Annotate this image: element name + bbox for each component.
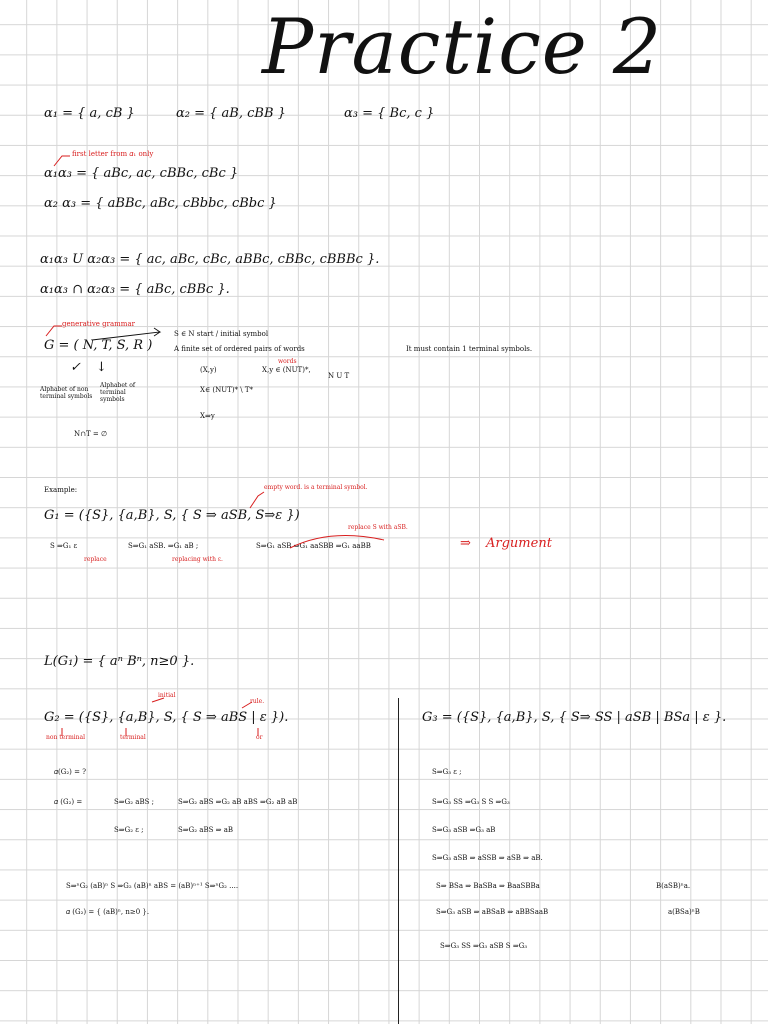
check-mark: ✓ — [70, 360, 81, 375]
language-3: 𝛼₃ = { Bc, c } — [344, 106, 435, 121]
words-note: words — [278, 358, 297, 365]
g2-derivation-4: S⇒G₂ aBS ⇒ aB — [178, 826, 234, 834]
start-note: S ∈ N start / initial symbol — [174, 330, 269, 338]
grammar-note: generative grammar — [62, 320, 135, 328]
down-arrow: ↓ — [96, 360, 107, 375]
alphabet-nonterminal: Alphabet of non terminal symbols — [40, 386, 93, 400]
rules-note: A finite set of ordered pairs of words — [174, 345, 305, 353]
empty-word-note: empty word. is a terminal symbol. — [264, 484, 368, 491]
derivation-g1-2: S⇒G₁ aSB. ⇒G₁ aB ; — [128, 542, 199, 550]
language-1: 𝛼₁ = { a, cB } — [44, 106, 135, 121]
g3-derivation-5: S⇒ BSa ⇒ BaSBa ⇒ BaaSBBa — [436, 882, 540, 890]
must-contain-note: It must contain 1 terminal symbols. — [406, 345, 533, 353]
replace-label: replace — [84, 556, 107, 563]
replace-note: replace S with aSB. — [348, 524, 408, 531]
language-2: 𝛼₂ = { aB, cBB } — [176, 106, 286, 121]
xy-pair: (X,y) — [200, 366, 217, 374]
xy-membership: X,y ∈ (NUT)*, — [262, 366, 311, 374]
union-line: 𝛼₁𝛼₃ U 𝛼₂𝛼₃ = { ac, aBc, cBc, aBBc, cBBc, cBBBc }. — [40, 252, 380, 267]
grammar-g1: G₁ = ({S}, {a,B}, S, { S ⇒ aSB, S⇒ε }) — [44, 508, 300, 523]
concat-l1l3: 𝛼₁𝛼₃ = { aBc, ac, cBBc, cBc } — [44, 166, 239, 181]
column-divider — [398, 698, 399, 1024]
concat-note-arrow — [54, 156, 70, 166]
or-note: or — [256, 734, 263, 741]
g3-derivation-5-result: B(aSB)ⁿa. — [656, 882, 691, 890]
derivation-g1-3: S⇒G₁ aSB ⇒G₁ aaSBB ⇒G₁ aaBB — [256, 542, 371, 550]
g3-derivation-6-result: a(BSa)ⁿB — [668, 908, 700, 916]
g3-derivation-7: S⇒G₃ SS ⇒G₃ aSB S ⇒G₃ — [440, 942, 528, 950]
argument-label: Argument — [486, 536, 552, 551]
g2-derivation-general: S⇒ⁿG₂ (aB)ⁿ S ⇒G₂ (aB)ⁿ aBS = (aB)ⁿ⁺¹ S⇒ⁿG₂ .... — [66, 882, 239, 890]
x-to-y: X⇒y — [200, 412, 215, 420]
g2-derivation-3: S⇒G₂ ε ; — [114, 826, 144, 834]
g2-result: 𝛼 (G₂) = { (aB)ⁿ, n≥0 }. — [66, 908, 150, 916]
language-g1: L(G₁) = { aⁿ Bⁿ, n≥0 }. — [44, 654, 195, 669]
concat-l2l3: 𝛼₂ 𝛼₃ = { aBBc, aBc, cBbbc, cBbc } — [44, 196, 277, 211]
intersection-line: 𝛼₁𝛼₃ ∩ 𝛼₂𝛼₃ = { aBc, cBBc }. — [40, 282, 230, 297]
g3-derivation-3: S⇒G₃ aSB ⇒G₃ aB — [432, 826, 496, 834]
terminal-note: terminal — [120, 734, 146, 741]
grammar-g3: G₃ = ({S}, {a,B}, S, { S⇒ SS | aSB | BSa | ε }. — [422, 710, 727, 725]
concat-note: first letter from 𝛼₁ only — [72, 150, 154, 158]
initial-note: initial — [158, 692, 176, 699]
g3-derivation-4: S⇒G₃ aSB ⇒ aSSB ⇒ aSB ⇒ aB. — [432, 854, 543, 862]
grammar-note-arrow — [46, 326, 62, 336]
g2-derivation-1: S⇒G₂ aBS ; — [114, 798, 154, 806]
g2-lhs: 𝛼 (G₂) = — [54, 798, 83, 806]
empty-note-arrow — [250, 492, 264, 508]
g2-question: 𝛼(G₂) = ? — [54, 768, 86, 776]
argument-arrow: ⇒ — [460, 536, 471, 551]
n-cap-t: N∩T = ∅ — [74, 430, 108, 438]
grammar-g2: G₂ = ({S}, {a,B}, S, { S ⇒ aBS | ε }). — [44, 710, 289, 725]
replacing-label: replacing with ε. — [172, 556, 223, 563]
example-label: Example: — [44, 486, 78, 494]
grammar-definition: G = ( N, T, S, R ) — [44, 338, 153, 353]
g3-derivation-1: S⇒G₃ ε ; — [432, 768, 462, 776]
alphabet-terminal: Alphabet of terminal symbols — [100, 382, 136, 403]
nut-label: N U T — [328, 372, 350, 380]
derivation-g1-1: S ⇒G₁ ε — [50, 542, 78, 550]
x-membership: X∈ (NUT)* \ T* — [200, 386, 254, 394]
rule-note: rule. — [250, 698, 265, 705]
g3-derivation-2: S⇒G₃ SS ⇒G₃ S S ⇒G₃ — [432, 798, 510, 806]
page-title: Practice 2 — [262, 2, 663, 91]
g3-derivation-6: S⇒G₃ aSB ⇒ aBSaB ⇒ aBBSaaB — [436, 908, 549, 916]
non-terminal-note: non terminal — [46, 734, 86, 741]
g2-derivation-2: S⇒G₂ aBS ⇒G₂ aB aBS ⇒G₂ aB aB — [178, 798, 298, 806]
